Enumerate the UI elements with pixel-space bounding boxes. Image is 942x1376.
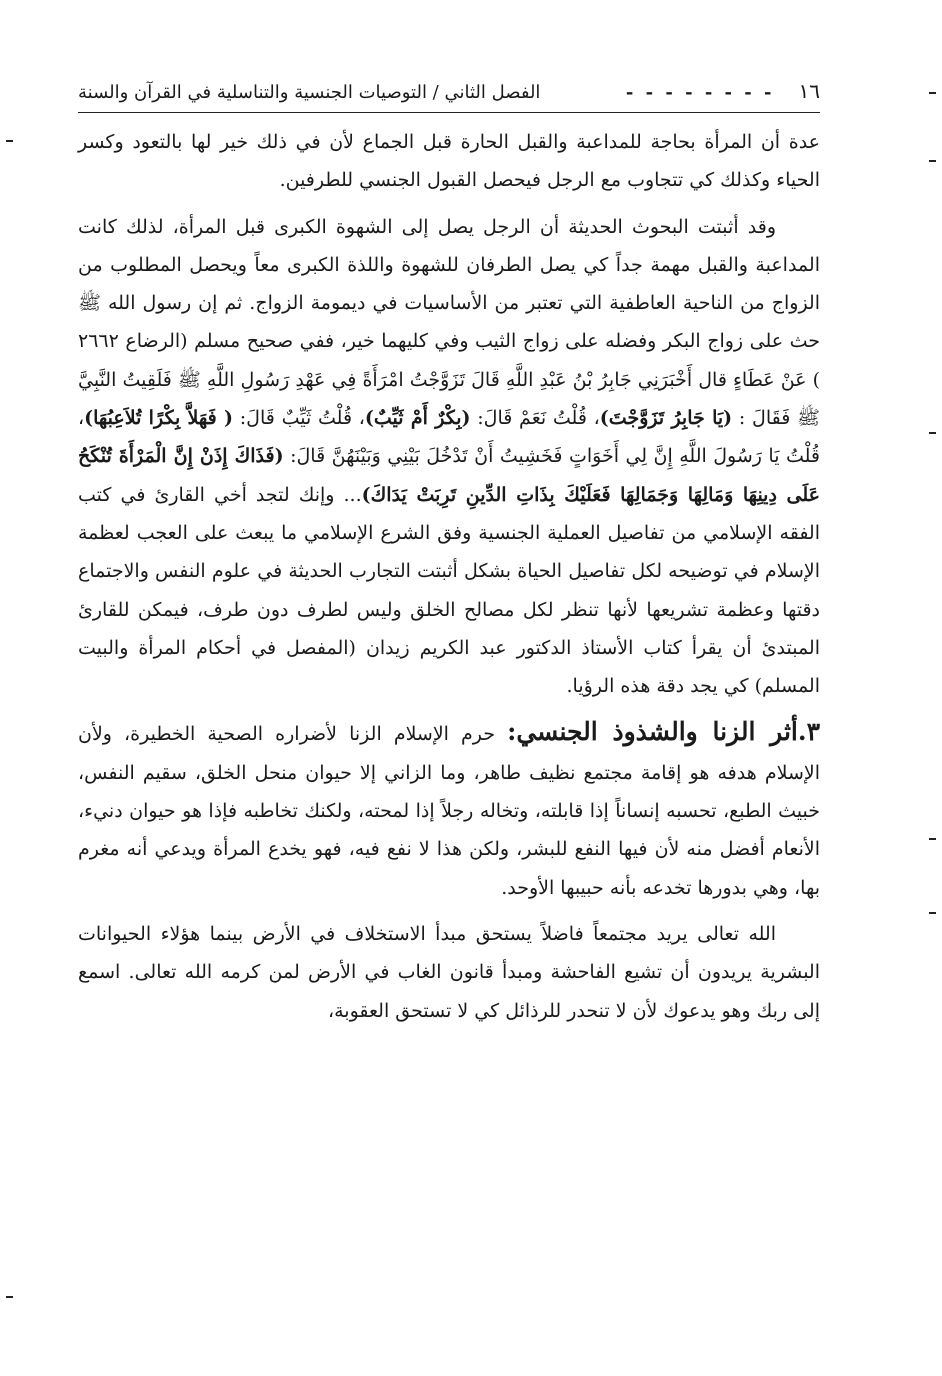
- section-heading: ٣.أثر الزنا والشذوذ الجنسي:: [507, 717, 820, 747]
- book-page: [78, 76, 820, 1038]
- paragraph-3: [78, 713, 820, 906]
- paragraph-2: [78, 208, 820, 706]
- header-dashes: - - - - - - - -: [625, 82, 775, 103]
- hadith-quote-4: (فَذَاكَ إِذَنْ إِنَّ الْمَرْأَةَ تُنْكَحُ عَلَى دِينِهَا وَمَالِهَا وَجَمَالِهَا فَعَلَيْكَ بِذَاتِ الدِّينِ تَرِبَتْ يَدَاكَ): [78, 445, 821, 506]
- hadith-quote-3: ( فَهَلاَّ بِكْرًا تُلاَعِبُهَا): [84, 407, 234, 430]
- scan-mark: [929, 92, 936, 94]
- chapter-title: الفصل الثاني / التوصيات الجنسية والتناسلية في القرآن والسنة: [78, 82, 541, 103]
- scan-mark: [929, 912, 936, 914]
- paragraph-4: [78, 915, 820, 1030]
- paragraph-1: [78, 123, 820, 200]
- paragraph-2-text: وقد أثبتت البحوث الحديثة أن الرجل يصل إلى الشهوة الكبرى قبل المرأة، لذلك كانت المداعبة والقبل مهمة جداً كي يصل الطرفان للشهوة واللذة الكبرى معاً ويحصل المطلوب من الزواج من الناحية العاطفية التي تعتبر من الأساسيات في ديمومة الزواج. ثم إن رسول الله ﷺ حث على زواج البكر وفضله على زواج الثيب وفي كليهما خير، ففي صحيح مسلم (الرضاع ٢٦٦٢ ) عَنْ عَطَاءٍ قال أَخْبَرَنِي جَابِرُ بْنُ عَبْدِ اللَّهِ قَالَ تَزَوَّجْتُ امْرَأَةً فِي عَهْدِ رَسُولِ اللَّهِ ﷺ فَلَقِيتُ النَّبِيَّ ﷺ فَقَالَ :: [78, 215, 820, 430]
- scan-mark: [6, 140, 13, 142]
- paragraph-2-text-2: ، قُلْتُ نَعَمْ قَالَ:: [470, 407, 600, 430]
- scan-mark: [6, 1296, 13, 1298]
- hadith-quote-2: (بِكْرٌ أَمْ ثَيِّبٌ): [364, 407, 471, 430]
- paragraph-2-text-5: ... وإنك لتجد أخي القارئ في كتب الفقه الإسلامي من تفاصيل العملية الجنسية وفق الشرع الإسلامي ما يبعث على العجب لعظمة الإسلام في توضيحه لكل تفاصيل الحياة بشكل أثبتت التجارب الحديثة في علوم النفس والاجتماع دقتها وعظمة تشريعها لأنها تنظر لكل مصالح الخلق وليس لطرف دون طرف، فيمكن للقارئ المبتدئ أن يقرأ كتاب الأستاذ الدكتور عبد الكريم زيدان (المفصل في أحكام المرأة والبيت المسلم) كي يجد دقة هذه الرؤيا.: [78, 483, 820, 698]
- page-number: ١٦: [798, 79, 820, 103]
- hadith-quote-1: (يَا جَابِرُ تَزَوَّجْتَ): [599, 407, 733, 430]
- paragraph-2-text-3: ، قُلْتُ ثَيِّبٌ قَالَ:: [233, 407, 365, 430]
- paragraph-3-text: حرم الإسلام الزنا لأضراره الصحية الخطيرة، ولأن الإسلام هدفه هو إقامة مجتمع نظيف طاهر، وما الزاني إلا حيوان منحل الخلق، سقيم النفس، خبيث الطبع، تحسبه إنساناً إذا قابلته، وتخاله رجلاً إذا لمحته، ولكنك تخاطبه فإذا هو حيوان دنيء، الأنعام أفضل منه لأن فيها النفع للبشر، ولكن هذا لا نفع فيه، فهو يخدع المرأة ويدعي أنه مغرم بها، وهي بدورها تخدعه بأنه حبيبها الأوحد.: [78, 723, 820, 899]
- scan-mark: [929, 432, 936, 434]
- paragraph-4-text: الله تعالى يريد مجتمعاً فاضلاً يستحق مبدأ الاستخلاف في الأرض بينما هؤلاء الحيوانات البشرية يريدون أن تشيع الفاحشة ومبدأ قانون الغاب في الأرض لمن كرمه الله تعالى. اسمع إلى ربك وهو يدعوك لأن لا تنحدر للرذائل كي لا تستحق العقوبة،: [78, 922, 820, 1022]
- scan-mark: [929, 838, 936, 840]
- running-header: [78, 76, 820, 113]
- paragraph-2-text-4: ، قُلْتُ يَا رَسُولَ اللَّهِ إِنَّ لِي أَخَوَاتٍ فَخَشِيتُ أَنْ تَدْخُلَ بَيْنِي وَبَيْنَهُنَّ قَالَ:: [78, 407, 820, 468]
- scan-mark: [929, 160, 936, 162]
- paragraph-1-text: عدة أن المرأة بحاجة للمداعبة والقبل الحارة قبل الجماع لأن في ذلك خير لها بالتعود وكسر الحياء وكذلك كي تتجاوب مع الرجل فيحصل القبول الجنسي للطرفين.: [78, 131, 820, 192]
